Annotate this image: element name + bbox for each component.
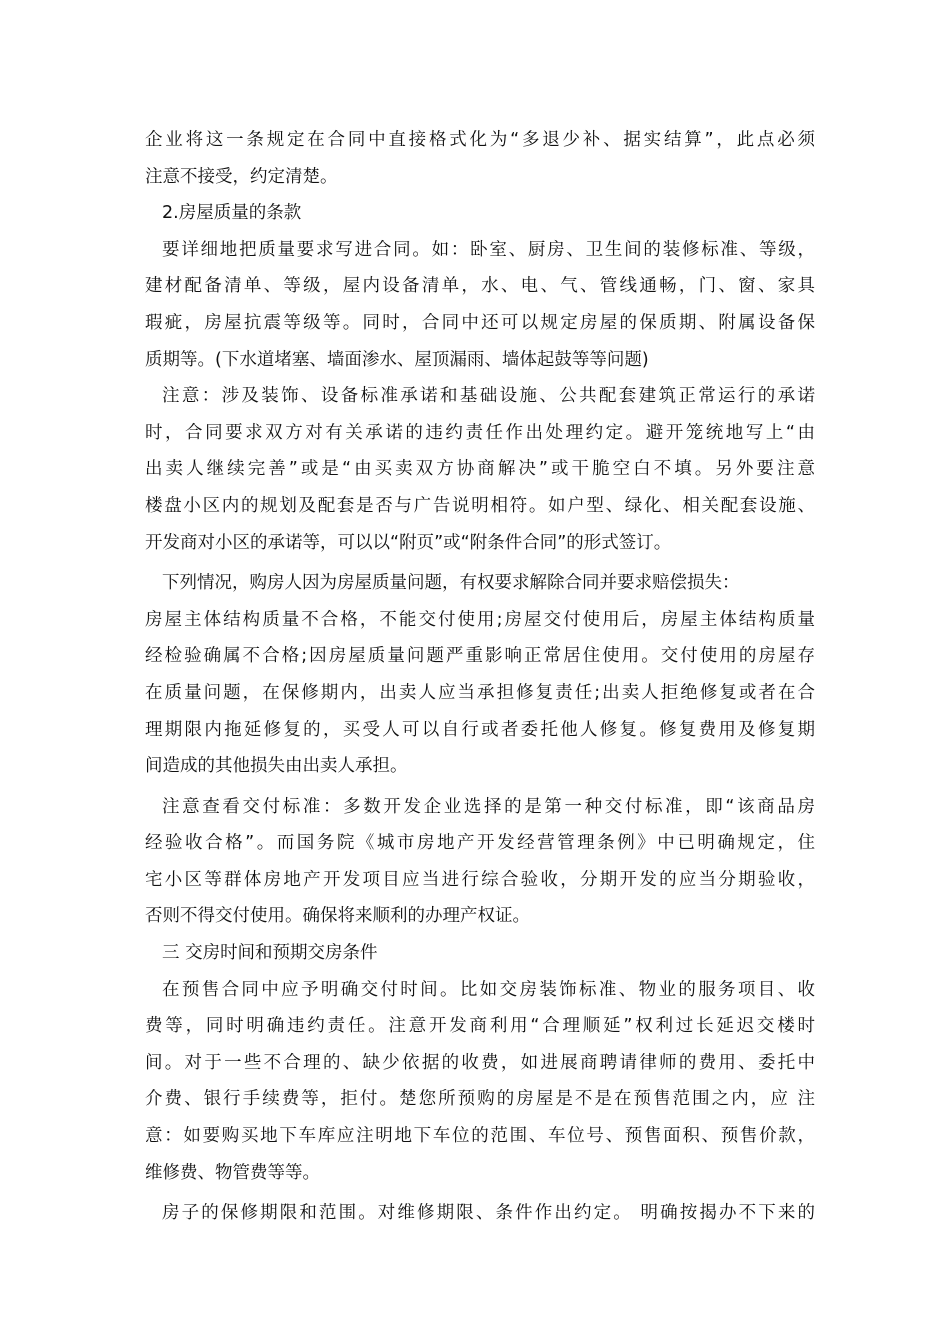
- paragraph-line: 间造成的其他损失由出卖人承担。: [145, 756, 408, 777]
- paragraph-line: 下列情况，购房人因为房屋质量问题，有权要求解除合同并要求赔偿损失：: [162, 573, 740, 594]
- paragraph-line: 费等，同时明确违约责任。注意开发商利用“合理顺延”权利过长延迟交楼时: [145, 1016, 815, 1037]
- paragraph-line: 房子的保修期限和范围。对维修期限、条件作出约定。 明确按揭办不下来的: [162, 1203, 815, 1224]
- paragraph-line: 出卖人继续完善”或是“由买卖双方协商解决”或干脆空白不填。另外要注意: [145, 459, 815, 480]
- paragraph-line: 维修费、物管费等等。: [145, 1162, 320, 1183]
- paragraph-line: 宅小区等群体房地产开发项目应当进行综合验收，分期开发的应当分期验收，: [145, 869, 815, 890]
- paragraph-line: 否则不得交付使用。确保将来顺利的办理产权证。: [145, 906, 530, 927]
- paragraph-line: 注意：涉及装饰、设备标准承诺和基础设施、公共配套建筑正常运行的承诺: [162, 386, 815, 407]
- paragraph-line: 时，合同要求双方对有关承诺的违约责任作出处理约定。避开笼统地写上“由: [145, 422, 815, 443]
- paragraph-line: 理期限内拖延修复的，买受人可以自行或者委托他人修复。修复费用及修复期: [145, 719, 815, 740]
- paragraph-line: 要详细地把质量要求写进合同。如：卧室、厨房、卫生间的装修标准、等级，: [162, 239, 815, 260]
- paragraph-line: 房屋主体结构质量不合格，不能交付使用;房屋交付使用后，房屋主体结构质量: [145, 609, 815, 630]
- section-heading: 2.房屋质量的条款: [162, 203, 302, 224]
- paragraph-line: 在质量问题，在保修期内，出卖人应当承担修复责任;出卖人拒绝修复或者在合: [145, 682, 815, 703]
- paragraph-line: 开发商对小区的承诺等，可以以“附页”或“附条件合同”的形式签订。: [145, 532, 672, 553]
- paragraph-line: 在预售合同中应予明确交付时间。比如交房装饰标准、物业的服务项目、收: [162, 979, 815, 1000]
- paragraph-line: 建材配备清单、等级，屋内设备清单，水、电、气、管线通畅，门、窗、家具: [145, 276, 815, 297]
- paragraph-line: 经检验确属不合格;因房屋质量问题严重影响正常居住使用。交付使用的房屋存: [145, 646, 815, 667]
- paragraph-line: 经验收合格”。而国务院《城市房地产开发经营管理条例》中已明确规定，住: [145, 833, 815, 854]
- paragraph-line: 楼盘小区内的规划及配套是否与广告说明相符。如户型、绿化、相关配套设施、: [145, 495, 815, 516]
- paragraph-line: 介费、银行手续费等，拒付。楚您所预购的房屋是不是在预售范围之内，应 注: [145, 1089, 815, 1110]
- paragraph-line: 意：如要购买地下车库应注明地下车位的范围、车位号、预售面积、预售价款，: [145, 1126, 815, 1147]
- document-body: [145, 122, 815, 1232]
- paragraph-line: 注意查看交付标准：多数开发企业选择的是第一种交付标准，即“该商品房: [162, 796, 815, 817]
- paragraph-line: 瑕疵，房屋抗震等级等。同时，合同中还可以规定房屋的保质期、附属设备保: [145, 312, 815, 333]
- paragraph-line: 间。对于一些不合理的、缺少依据的收费，如进展商聘请律师的费用、委托中: [145, 1052, 815, 1073]
- paragraph-line: 注意不接受，约定清楚。: [145, 166, 338, 187]
- section-heading: 三 交房时间和预期交房条件: [162, 943, 378, 964]
- paragraph-line: 企业将这一条规定在合同中直接格式化为“多退少补、据实结算”，此点必须: [145, 130, 815, 150]
- paragraph-line: 质期等。(下水道堵塞、墙面渗水、屋顶漏雨、墙体起鼓等等问题): [145, 349, 649, 370]
